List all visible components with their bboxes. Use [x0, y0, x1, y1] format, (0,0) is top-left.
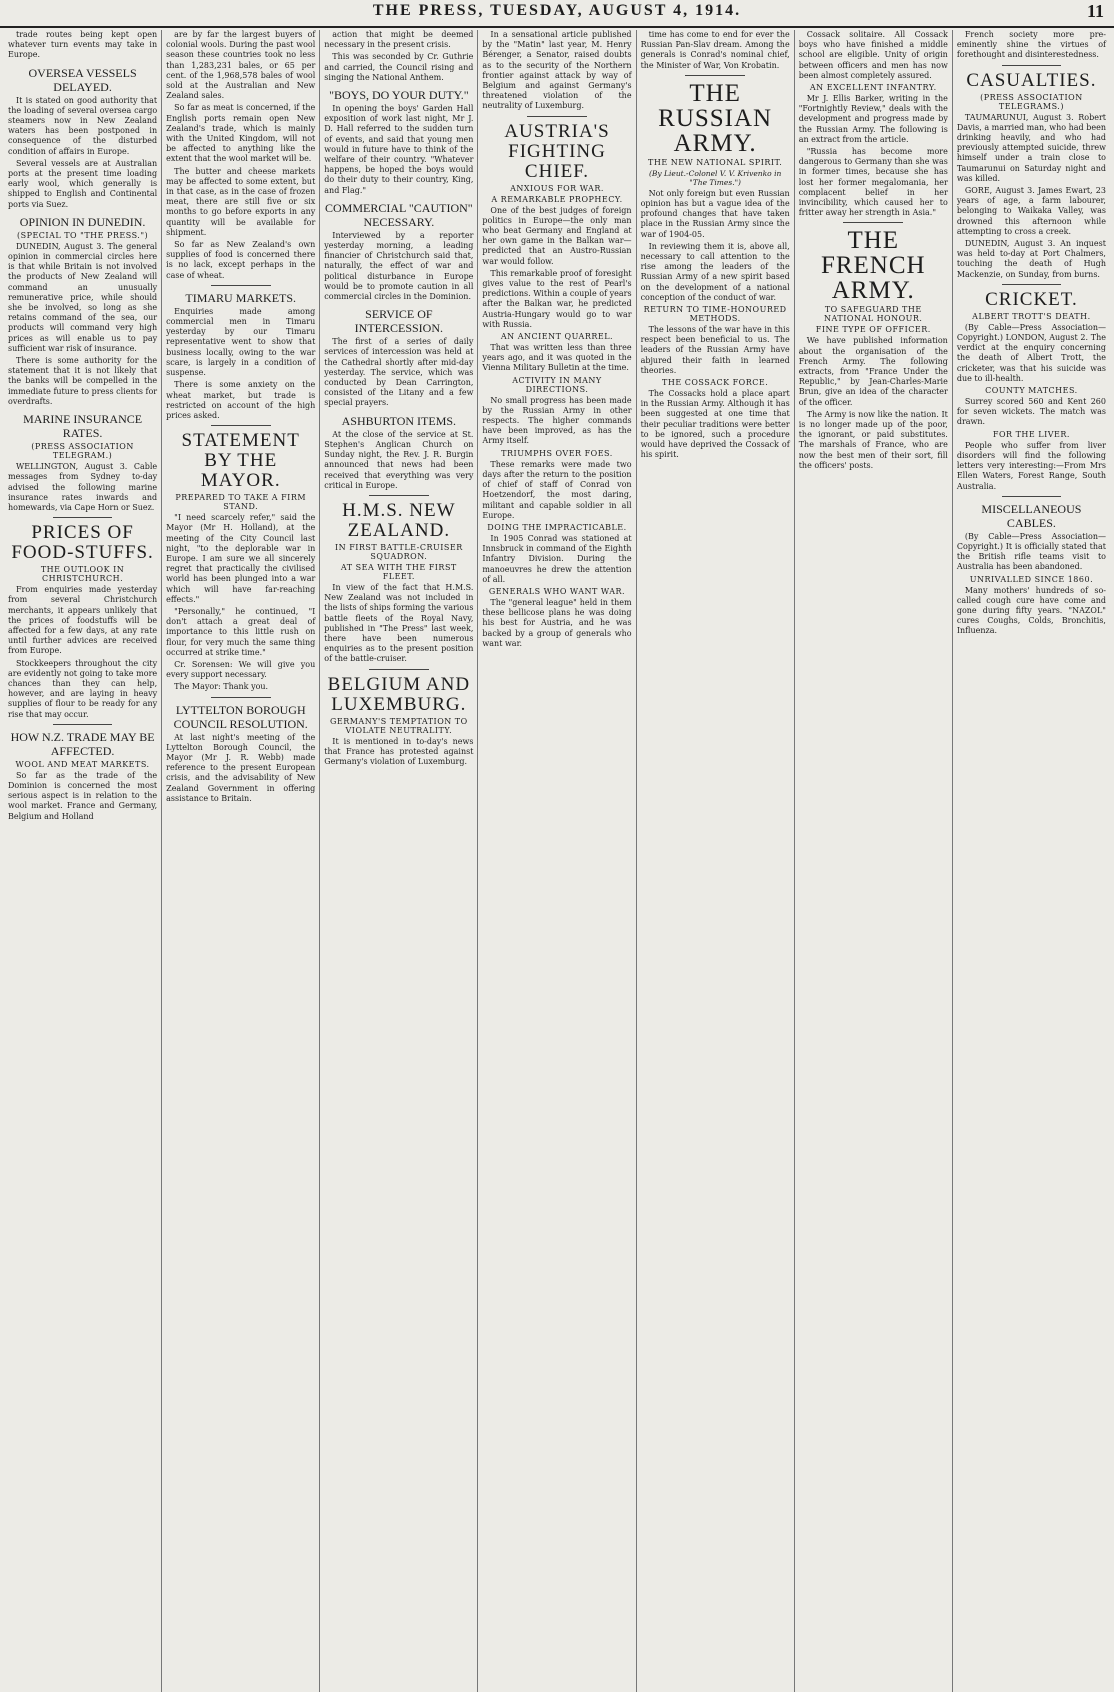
- column-1: [4, 30, 162, 1692]
- subheading: ALBERT TROTT'S DEATH.: [972, 311, 1091, 321]
- article-text: There is some anxiety on the wheat market, but trade is restricted on account of the high prices asked.: [166, 380, 316, 420]
- article-text: This was seconded by Cr. Guthrie and carried, the Council rising and singing the National Anthem.: [324, 52, 474, 82]
- subheading: COUNTY MATCHES.: [985, 386, 1078, 396]
- subheading: (PRESS ASSOCIATION TELEGRAMS.): [980, 92, 1083, 111]
- article-text: Several vessels are at Australian ports at the present time loading early wool, which generally is shipped to English and Continental ports via Suez.: [8, 158, 158, 209]
- divider: [53, 724, 113, 725]
- subheading: THE OUTLOOK IN CHRISTCHURCH.: [40, 565, 125, 584]
- article-text: French society more pre-eminently shine the virtues of forethought and disinterestedness.: [956, 30, 1106, 60]
- article-text: In opening the boys' Garden Hall exposition of work last night, Mr J. D. Hall referred to the sudden turn of events, and said that young men would in future have to think of the welfare of their country. "Whatever happens, be hoped the boys would do their duty to their country, King, and Flag.": [324, 104, 474, 195]
- subheading: GENERALS WHO WANT WAR.: [488, 586, 626, 596]
- divider: [211, 425, 271, 426]
- article-text: Cossack solitaire. All Cossack boys who have finished a middle school are eligible. Unity of origin between officers and men has now been almost completely assured.: [798, 30, 948, 80]
- article-text: At the close of the service at St. Stephen's Anglican Church on Sunday night, the Rev. J. R. Burgin announced that news had been received that everything was very critical in Europe.: [324, 429, 474, 490]
- divider: [369, 495, 429, 496]
- headline: OPINION IN DUNEDIN.: [19, 214, 146, 229]
- divider: [685, 75, 745, 76]
- article-text: Mr J. Ellis Barker, writing in the "Fortnightly Review," deals with the development and progress made by the Russian Army. The following is an extract from the article.: [798, 94, 948, 144]
- article-text: So far as the trade of the Dominion is concerned the most serious aspect is in relation to the wool market. France and Germany, Belgium and Holland: [8, 770, 158, 821]
- article-text: In 1905 Conrad was stationed at Innsbruck in command of the Eighth Infantry Division. During the manoeuvres he drew the attention of all.: [482, 533, 632, 584]
- article-text: The Army is now like the nation. It is no longer made up of the poor, the ignorant, or paid substitutes. The marshals of France, who are now the best men of their sort, fill the officers' posts.: [798, 409, 948, 470]
- article-text: action that might be deemed necessary in the present crisis.: [324, 30, 474, 50]
- divider: [53, 517, 113, 518]
- headline: CASUALTIES.: [966, 69, 1097, 91]
- divider: [369, 669, 429, 670]
- article-text: Stockkeepers throughout the city are evidently not going to take more chances than they can help, however, and are laying in heavy supplies of flour to be ready for any rise that may occur.: [8, 658, 158, 719]
- headline: STATEMENT BY THE MAYOR.: [181, 430, 300, 492]
- subheading: TRIUMPHS OVER FOES.: [501, 448, 613, 458]
- article-text: The Mayor: Thank you.: [174, 682, 269, 692]
- article-text: DUNEDIN, August 3. The general opinion in commercial circles here is that while Britain is not involved the products of New Zealand will command an unusually remunerative price, while should she be involved, so long as she retains command of the sea, our products will command very high prices as will enable us to pay sufficient war risk of insurance.: [8, 241, 158, 353]
- article-text: We have published information about the organisation of the French Army. The following extracts, from "France Under the Republic," by Jean-Charles-Marie Brun, give an idea of the character of the officer.: [798, 336, 948, 407]
- column-2: [162, 30, 320, 1692]
- article-text: The butter and cheese markets may be affected to some extent, but in that case, as in the case of frozen meat, there are still five or six months to go before exports in any quantity will be available for shipment.: [166, 166, 316, 237]
- article-text: The first of a series of daily services of intercession was held at the Cathedral shortly after mid-day yesterday. The service, which was conducted by Dean Carrington, consisted of the Litany and a few special prayers.: [324, 337, 474, 408]
- subheading: ANXIOUS FOR WAR.: [510, 183, 604, 193]
- article-text: The Cossacks hold a place apart in the Russian Army. Although it has been suggested at one time that their peculiar traditions were better to be ignored, such a procedure would have deprived the Cossack of his spirit.: [640, 389, 790, 460]
- article-text: There is some authority for the statement that it is not likely that the banks will be compelled in the immediate future to press clients for overdrafts.: [8, 356, 158, 406]
- divider: [527, 116, 587, 117]
- subheading: ACTIVITY IN MANY DIRECTIONS.: [512, 375, 602, 394]
- article-text: In reviewing them it is, above all, necessary to call attention to the rise among the leaders of the Russian Army of a new spirit based on the development of a national conception of the conduct of war.: [640, 241, 790, 302]
- subheading: FOR THE LIVER.: [992, 429, 1070, 439]
- article-text: It is stated on good authority that the loading of several oversea cargo steamers now in New Zealand waters has been postponed in consequence of the disturbed condition of affairs in Europe.: [8, 95, 158, 156]
- headline: MISCELLANEOUS CABLES.: [981, 501, 1082, 530]
- divider: [211, 285, 271, 286]
- subheading: IN FIRST BATTLE-CRUISER SQUADRON.: [334, 542, 463, 561]
- headline: HOW N.Z. TRADE MAY BE AFFECTED.: [10, 729, 155, 758]
- divider: [1002, 65, 1062, 66]
- headline: TIMARU MARKETS.: [185, 290, 297, 305]
- column-7: [953, 30, 1110, 1692]
- subheading: UNRIVALLED SINCE 1860.: [969, 574, 1094, 584]
- article-text: Many mothers' hundreds of so-called cough cure have come and gone during fifty years. "NAZOL" cures Coughs, Colds, Bronchitis, Influenza.: [956, 585, 1106, 636]
- subheading: AN EXCELLENT INFANTRY.: [809, 83, 937, 93]
- column-4: [478, 30, 636, 1692]
- headline: THE FRENCH ARMY.: [820, 227, 926, 305]
- headline: THE RUSSIAN ARMY.: [658, 79, 773, 157]
- article-text: Surrey scored 560 and Kent 260 for seven wickets. The match was drawn.: [956, 397, 1106, 427]
- article-text: GORE, August 3. James Ewart, 23 years of age, a farm labourer, belonging to Waikaka Valley, was drowned this afternoon while attempting to cross a creek.: [956, 186, 1106, 236]
- article-text: That was written less than three years ago, and it was quoted in the Vienna Military Bulletin at the time.: [482, 343, 632, 373]
- headline: LYTTELTON BOROUGH COUNCIL RESOLUTION.: [173, 702, 308, 731]
- column-5: [637, 30, 795, 1692]
- column-3: [320, 30, 478, 1692]
- article-text: The "general league" held in them these bellicose plans he was doing his best for Austria, and he was backed by a group of generals who want war.: [482, 597, 632, 648]
- article-text: WELLINGTON, August 3. Cable messages from Sydney to-day advised the following marine insurance rates inwards and homewards, via Cape Horn or Suez.: [8, 462, 158, 512]
- subheading: DOING THE IMPRACTICABLE.: [487, 522, 627, 532]
- divider: [843, 222, 903, 223]
- article-text: (By Cable—Press Association—Copyright.) It is officially stated that the British rifle teams visit to Australia has been abandoned.: [956, 531, 1106, 572]
- article-text: Enquiries made among commercial men in Timaru yesterday by our Timaru representative went to show that business locally, owing to the war scare, is largely in a condition of suspense.: [166, 306, 316, 378]
- article-text: This remarkable proof of foresight gives value to the rest of Pearl's predictions. Within a couple of years after the Balkan war, he predicted Austria-Hungary would go to war with Russia.: [482, 268, 632, 329]
- article-text: "Russia has become more dangerous to Germany than she was in former times, because she has lost her former megalomania, her complacent belief in her invincibility, which caused her to fritter away her strength in Asia.": [798, 147, 948, 218]
- subheading: WOOL AND MEAT MARKETS.: [15, 759, 150, 769]
- divider: [1002, 284, 1062, 285]
- byline: (By Lieut.-Colonel V. V. Krivenko in "The Times."): [648, 168, 782, 187]
- headline: MARINE INSURANCE RATES.: [23, 412, 143, 441]
- article-text: are by far the largest buyers of colonial wools. During the past wool season these countries took no less than 1,283,231 bales, or 65 per cent. of the 1,968,578 bales of wool sold at the Australian and New Zealand sales.: [166, 30, 316, 101]
- article-text: trade routes being kept open whatever turn events may take in Europe.: [8, 30, 158, 60]
- article-text: Interviewed by a reporter yesterday morning, a leading financier of Christchurch said that, naturally, the effect of war and political disturbance in Europe would be to promote caution in all commercial circles in the Dominion.: [324, 230, 474, 302]
- headline: BELGIUM AND LUXEMBURG.: [327, 673, 471, 715]
- article-text: The lessons of the war have in this respect been beneficial to us. The leaders of the Russian Army have abjured their faith in learned theories.: [640, 325, 790, 375]
- article-text: So far as meat is concerned, if the English ports remain open New Zealand's trade, which is mainly with the United Kingdom, will not be affected to anything like the extent that the wool market will be.: [166, 103, 316, 164]
- article-text: People who suffer from liver disorders will find the following letters very interesting:—From Mrs Ellen Waters, Forest Range, South Australia.: [956, 440, 1106, 491]
- subheading: TO SAFEGUARD THE NATIONAL HONOUR.: [824, 305, 923, 324]
- headline: "BOYS, DO YOUR DUTY.": [329, 88, 469, 103]
- article-text: Not only foreign but even Russian opinion has but a vague idea of the profound changes that have taken place in the Russian Army since the war of 1904-05.: [640, 188, 790, 239]
- subheading: PREPARED TO TAKE A FIRM STAND.: [175, 493, 307, 512]
- headline: COMMERCIAL "CAUTION" NECESSARY.: [325, 200, 473, 229]
- headline: CRICKET.: [985, 288, 1078, 310]
- subheading: AN ANCIENT QUARREL.: [500, 332, 614, 342]
- headline: ASHBURTON ITEMS.: [341, 413, 457, 428]
- masthead: [0, 0, 1114, 28]
- divider: [211, 697, 271, 698]
- subheading: (SPECIAL TO "THE PRESS."): [16, 230, 149, 240]
- article-text: At last night's meeting of the Lyttelton Borough Council, the Mayor (Mr J. R. Webb) made reference to the present European crisis, and the advisability of New Zealand Government in offering assistance to Britain.: [166, 732, 316, 803]
- subheading: A REMARKABLE PROPHECY.: [491, 194, 623, 204]
- masthead-title: THE PRESS, TUESDAY, AUGUST 4, 1914.: [372, 2, 742, 19]
- article-text: TAUMARUNUI, August 3. Robert Davis, a married man, who had been drinking heavily, and who had previously attempted suicide, threw himself under a train close to Taumarunui on Saturday night and was killed.: [956, 112, 1106, 183]
- article-text: So far as New Zealand's own supplies of food is concerned there is no lack, except perhaps in the case of wheat.: [166, 240, 316, 280]
- article-text: It is mentioned in to-day's news that France has protested against Germany's violation of Luxemburg.: [324, 736, 474, 766]
- subheading: RETURN TO TIME-HONOURED METHODS.: [643, 305, 787, 324]
- divider: [1002, 496, 1062, 497]
- article-text: "I need scarcely refer," said the Mayor (Mr H. Holland), at the meeting of the City Council last night, "to the deplorable war in Europe. I am sure we all sincerely regret that practically the civilised world has been plunged into a war which will have far-reaching effects.": [166, 513, 316, 604]
- headline: SERVICE OF INTERCESSION.: [354, 307, 444, 336]
- subheading: FINE TYPE OF OFFICER.: [815, 325, 931, 335]
- article-text: time has come to end for ever the Russian Pan-Slav dream. Among the generals is Conrad's nominal chief, the Minister of War, Von Krobatin.: [640, 30, 790, 70]
- subheading: THE COSSACK FORCE.: [662, 378, 769, 388]
- subheading: (PRESS ASSOCIATION TELEGRAM.): [31, 442, 134, 461]
- headline: H.M.S. NEW ZEALAND.: [342, 499, 456, 541]
- headline: PRICES OF FOOD-STUFFS.: [11, 522, 154, 564]
- article-text: In a sensational article published by the "Matin" last year, M. Henry Bérenger, a Senator, raised doubts as to the security of the Northern frontier against attack by way of Belgium and against Germany's threatened violation of the neutrality of Luxemburg.: [482, 30, 632, 111]
- subheading: AT SEA WITH THE FIRST FLEET.: [340, 562, 457, 581]
- column-6: [795, 30, 953, 1692]
- page-number: 11: [1086, 1, 1104, 21]
- article-text: No small progress has been made by the Russian Army in other respects. The higher commands have been improved, as has the Army itself.: [482, 395, 632, 446]
- article-text: In view of the fact that H.M.S. New Zealand was not included in the lists of ships forming the various battle fleets of the Royal Navy, published in "The Press" last week, there have been numerous enquiries as to the present position of the battle-cruiser.: [324, 582, 474, 664]
- article-text: From enquiries made yesterday from several Christchurch merchants, it appears unlikely that the prices of foodstuffs will be affected for a few days, at any rate until further advices are received from Europe.: [8, 585, 158, 656]
- article-text: "Personally," he continued, "I don't attach a great deal of importance to this little rush on flour, for very much the same thing occurred at strike time.": [166, 606, 316, 657]
- article-text: These remarks were made two days after the return to the position of chief of staff of Conrad von Hoetzendorf, the most daring, militant and capable soldier in all Europe.: [482, 459, 632, 520]
- article-text: (By Cable—Press Association—Copyright.) LONDON, August 2. The verdict at the enquiry concerning the death of Albert Trott, the cricketer, was that his suicide was due to ill-health.: [956, 322, 1106, 383]
- subheading: THE NEW NATIONAL SPIRIT.: [648, 157, 783, 167]
- article-text: DUNEDIN, August 3. An inquest was held to-day at Port Chalmers, touching the death of Hugh Mackenzie, on Sunday, from burns.: [956, 239, 1106, 279]
- headline: AUSTRIA'S FIGHTING CHIEF.: [504, 120, 610, 182]
- subheading: GERMANY'S TEMPTATION TO VIOLATE NEUTRALITY.: [329, 716, 468, 735]
- article-text: Cr. Sorensen: We will give you every support necessary.: [166, 659, 316, 680]
- headline: OVERSEA VESSELS DELAYED.: [28, 65, 137, 94]
- article-text: One of the best judges of foreign politics in Europe—the only man who beat Germany and England at her own game in the Balkan war—predicted that an Austro-Russian war would follow.: [482, 205, 632, 266]
